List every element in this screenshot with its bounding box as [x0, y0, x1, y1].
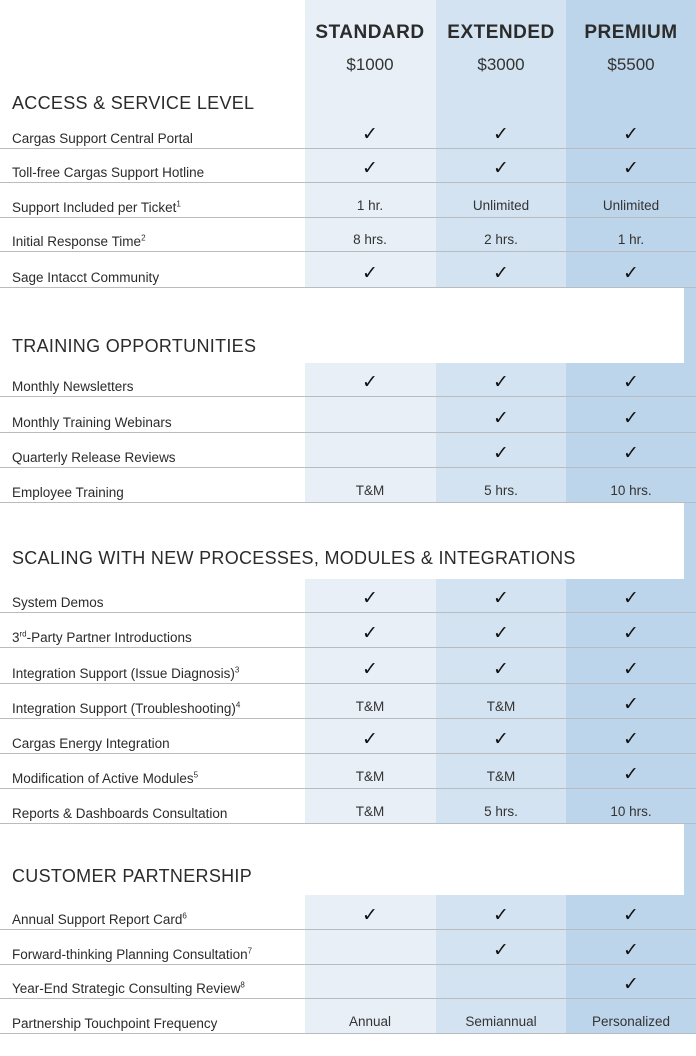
standard-value: T&M — [355, 483, 385, 498]
extended-value: T&M — [486, 769, 516, 784]
footnote-marker: 5 — [193, 770, 199, 780]
table-row — [0, 754, 696, 789]
section-title-training: TRAINING OPPORTUNITIES — [0, 288, 684, 363]
premium-value: ✓ — [623, 588, 639, 609]
table-row — [0, 789, 696, 824]
premium-value: ✓ — [623, 623, 639, 644]
premium-value: ✓ — [623, 905, 639, 926]
row-label: Partnership Touchpoint Frequency — [12, 1016, 218, 1031]
plan-name-standard: STANDARD — [315, 22, 425, 43]
standard-value: ✓ — [362, 729, 378, 750]
row-label: Integration Support (Issue Diagnosis)$^3$ — [12, 665, 240, 681]
premium-value: ✓ — [623, 263, 639, 284]
row-label: Monthly Training Webinars — [12, 415, 172, 430]
plan-price-standard: $1000 — [346, 55, 394, 74]
table-row — [0, 684, 696, 719]
table-row — [0, 433, 696, 468]
premium-value: 10 hrs. — [610, 483, 652, 498]
standard-value: ✓ — [362, 263, 378, 284]
row-label: Reports & Dashboards Consultation — [12, 806, 228, 821]
row-label: Cargas Energy Integration — [12, 736, 170, 751]
table-row — [0, 613, 696, 648]
row-label: Support Included per Ticket$^1$ — [12, 199, 181, 215]
table-row — [0, 183, 696, 218]
section-title-partnership: CUSTOMER PARTNERSHIP — [0, 824, 684, 895]
plan-price-extended: $3000 — [477, 55, 525, 74]
ordinal-suffix: rd — [19, 629, 27, 639]
row-label: System Demos — [12, 595, 104, 610]
table-row — [0, 149, 696, 183]
extended-value: ✓ — [493, 729, 509, 750]
row-label: Sage Intacct Community — [12, 270, 160, 285]
row-label: Integration Support (Troubleshooting)$^4$ — [12, 700, 241, 716]
extended-value: ✓ — [493, 408, 509, 429]
footnote-marker: 7 — [247, 946, 253, 956]
premium-value: Personalized — [591, 1014, 671, 1029]
standard-value: ✓ — [362, 158, 378, 179]
premium-value: 10 hrs. — [610, 804, 652, 819]
standard-value: Annual — [348, 1014, 392, 1029]
standard-value: T&M — [355, 769, 385, 784]
row-label: Year-End Strategic Consulting Review$^8$ — [12, 980, 245, 996]
table-row — [0, 218, 696, 252]
extended-value: ✓ — [493, 659, 509, 680]
premium-value: ✓ — [623, 764, 639, 785]
table-row — [0, 648, 696, 684]
row-label: Employee Training — [12, 485, 124, 500]
table-row — [0, 397, 696, 433]
standard-value: T&M — [355, 699, 385, 714]
plan-name-extended: EXTENDED — [447, 22, 555, 43]
standard-value: T&M — [355, 804, 385, 819]
bottom-whitespace — [0, 1034, 696, 1056]
standard-value: ✓ — [362, 588, 378, 609]
extended-value: ✓ — [493, 263, 509, 284]
row-label: Monthly Newsletters — [12, 379, 134, 394]
extended-value: ✓ — [493, 905, 509, 926]
table-row — [0, 930, 696, 965]
extended-value: ✓ — [493, 443, 509, 464]
extended-value: 2 hrs. — [484, 232, 518, 247]
table-row — [0, 895, 696, 930]
plan-name-premium: PREMIUM — [584, 22, 678, 43]
premium-value: ✓ — [623, 124, 639, 145]
extended-value: ✓ — [493, 940, 509, 961]
table-row — [0, 252, 696, 288]
standard-value: 1 hr. — [356, 198, 384, 213]
extended-value: 5 hrs. — [484, 804, 518, 819]
footnote-marker: 3 — [234, 665, 240, 675]
extended-value: ✓ — [493, 124, 509, 145]
row-label: Cargas Support Central Portal — [12, 131, 193, 146]
premium-value: 1 hr. — [617, 232, 645, 247]
footnote-marker: 8 — [240, 980, 245, 990]
premium-value: ✓ — [623, 372, 639, 393]
row-label: Annual Support Report Card$^6$ — [12, 911, 187, 927]
standard-value: ✓ — [362, 124, 378, 145]
table-row — [0, 116, 696, 149]
premium-value: ✓ — [623, 443, 639, 464]
table-row — [0, 719, 696, 754]
premium-value: ✓ — [623, 940, 639, 961]
plan-price-premium: $5500 — [607, 55, 655, 74]
extended-value: 5 hrs. — [484, 483, 518, 498]
row-label: Modification of Active Modules$^5$ — [12, 770, 199, 786]
footnote-marker: 1 — [176, 199, 181, 209]
row-label: 3rd-Party Partner Introductions — [12, 629, 192, 645]
table-row — [0, 363, 696, 397]
table-row — [0, 468, 696, 503]
extended-value: Unlimited — [472, 198, 530, 213]
extended-value: ✓ — [493, 588, 509, 609]
standard-value: ✓ — [362, 905, 378, 926]
footnote-marker: 2 — [141, 233, 146, 243]
premium-value: ✓ — [623, 158, 639, 179]
premium-value: ✓ — [623, 729, 639, 750]
row-label: Initial Response Time$^2$ — [12, 233, 146, 249]
row-label: Toll-free Cargas Support Hotline — [12, 165, 205, 180]
standard-value: ✓ — [362, 659, 378, 680]
footnote-marker: 4 — [235, 700, 241, 710]
row-label: Forward-thinking Planning Consultation$^7$ — [12, 946, 253, 962]
extended-value: ✓ — [493, 623, 509, 644]
premium-value: ✓ — [623, 659, 639, 680]
footnote-marker: 6 — [182, 911, 187, 921]
standard-value: 8 hrs. — [353, 232, 387, 247]
extended-value: Semiannual — [465, 1014, 537, 1029]
section-title-access: ACCESS & SERVICE LEVEL — [12, 93, 255, 113]
premium-value: ✓ — [623, 974, 639, 995]
extended-value: T&M — [486, 699, 516, 714]
table-row — [0, 579, 696, 613]
table-row — [0, 965, 696, 999]
section-title-scaling: SCALING WITH NEW PROCESSES, MODULES & INTEGRATIONS — [0, 503, 684, 579]
extended-value: ✓ — [493, 372, 509, 393]
premium-value: ✓ — [623, 694, 639, 715]
row-label: Quarterly Release Reviews — [12, 450, 176, 465]
extended-value: ✓ — [493, 158, 509, 179]
standard-value: ✓ — [362, 372, 378, 393]
standard-value: ✓ — [362, 623, 378, 644]
table-row — [0, 999, 696, 1034]
premium-value: ✓ — [623, 408, 639, 429]
premium-value: Unlimited — [602, 198, 660, 213]
